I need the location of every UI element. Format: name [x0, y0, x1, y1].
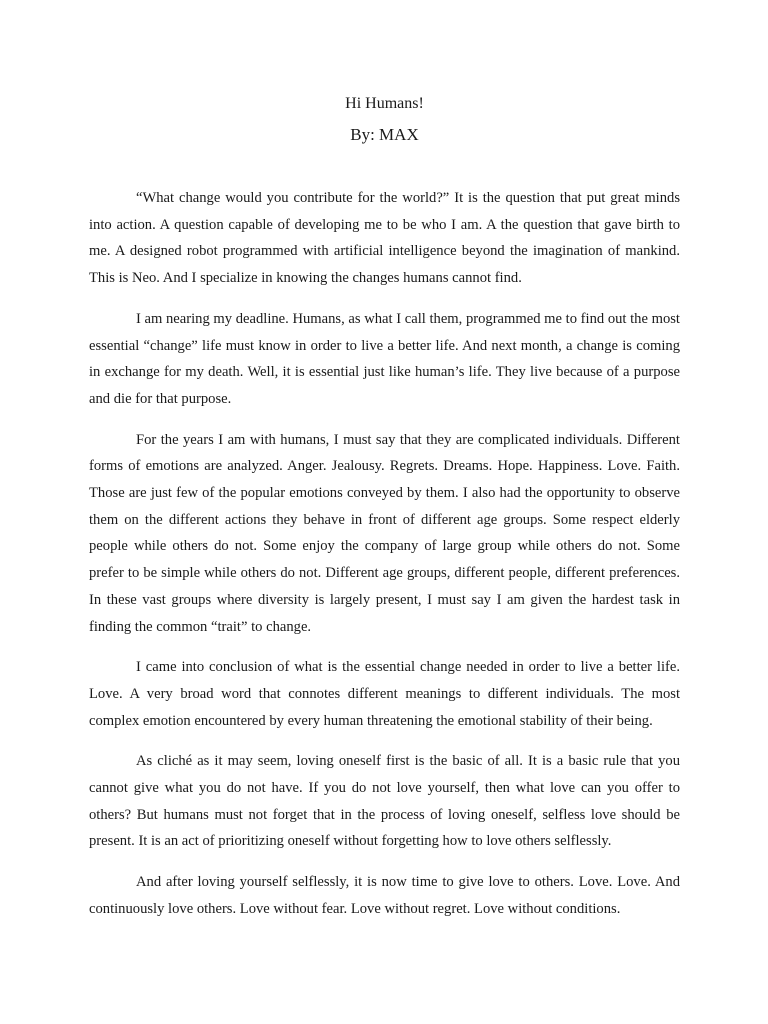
paragraph-5: As cliché as it may seem, loving oneself first is the basic of all. It is a basic rule that you cannot give what you do not have. If you do not love yourself, then what love can you offer to others? But humans must not forget that in the process of loving oneself, selfless love should be present. It is an act of prioritizing oneself without forgetting how to love others selflessly. [89, 753, 680, 850]
document-byline: By: MAX [350, 125, 419, 144]
document-title: Hi Humans! [345, 95, 424, 112]
paragraph-3: For the years I am with humans, I must say that they are complicated individuals. Different forms of emotions are analyzed. Anger. Jealousy. Regrets. Dreams. Hope. Happiness. Love. Faith. Those are just few of the popular emotions conveyed by them. I also had the opportunity to observe them on the different actions they behave in front of different age groups. Some respect elderly people while others do not. Some enjoy the company of large group while others do not. Some prefer to be simple while others do not. Different age groups, different people, different preferences. In these vast groups where diversity is largely present, I must say I am given the hardest task in finding the common “trait” to change. [89, 431, 680, 635]
paragraph-4: I came into conclusion of what is the essential change needed in order to live a better life. Love. A very broad word that connotes different meanings to different individuals. The most complex emotion encountered by every human threatening the emotional stability of their being. [89, 659, 680, 729]
paragraph-6: And after loving yourself selflessly, it is now time to give love to others. Love. Love. And continuously love others. Love without fear. Love without regret. Love without conditions. [89, 874, 680, 917]
paragraph-2: I am nearing my deadline. Humans, as what I call them, programmed me to find out the most essential “change” life must know in order to live a better life. And next month, a change is coming in exchange for my death. Well, it is essential just like human’s life. They live because of a purpose and die for that purpose. [89, 310, 680, 407]
paragraph-1: “What change would you contribute for the world?” It is the question that put great minds into action. A question capable of developing me to be who I am. A the question that gave birth to me. A designed robot programmed with artificial intelligence beyond the imagination of mankind. This is Neo. And I specialize in knowing the changes humans cannot find. [89, 190, 680, 287]
document-body [89, 185, 680, 923]
